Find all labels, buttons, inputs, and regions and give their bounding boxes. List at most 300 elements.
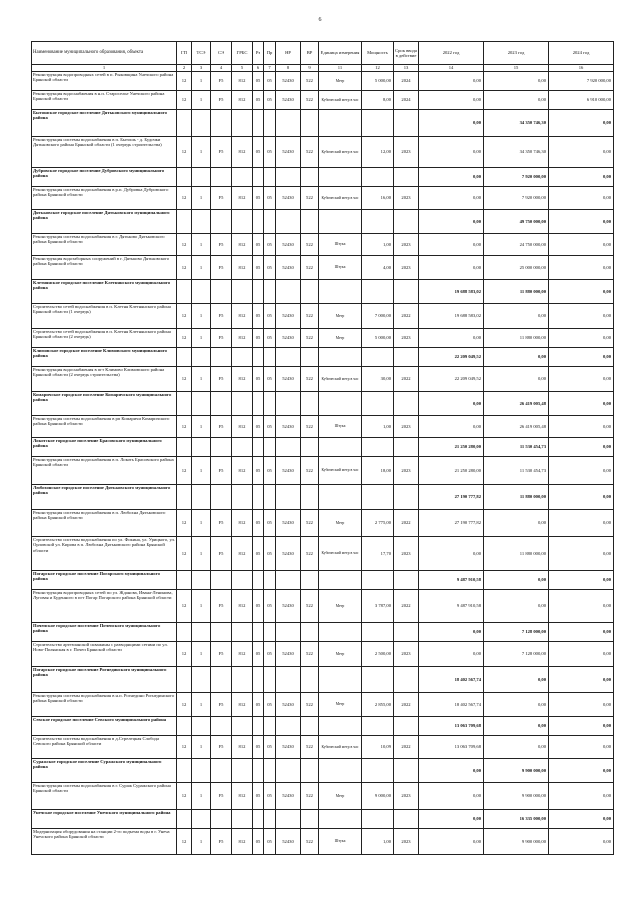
object-name: Строительство системы водоснабжения по ул. Фокина, ул. Урицкого, ул. Орловской ул. Кирова в п. Любохна Дятьковского района Брянской области — [32, 537, 177, 571]
vr-code: 522 — [301, 829, 319, 855]
empty-cell — [253, 571, 264, 590]
amount-2022: 0,00 — [419, 416, 484, 438]
vr-code: 522 — [301, 416, 319, 438]
grbs-code: 812 — [232, 693, 253, 717]
unit-of-measure: Метр — [319, 783, 362, 810]
empty-cell — [319, 280, 362, 304]
capacity-value: 16,00 — [362, 187, 394, 210]
gp-code: 12 — [177, 329, 192, 348]
empty-cell — [362, 667, 394, 693]
empty-cell — [192, 348, 211, 367]
empty-cell — [264, 110, 276, 137]
amount-2024: 0,00 — [549, 457, 614, 485]
grbs-code: 812 — [232, 304, 253, 329]
capacity-value: 4,00 — [362, 256, 394, 280]
vr-code: 522 — [301, 91, 319, 110]
se-code: F5 — [211, 256, 232, 280]
municipality-group-row — [32, 210, 614, 234]
amount-2023: 7 920 000,00 — [484, 187, 549, 210]
unit-of-measure: Кубический метр в час — [319, 187, 362, 210]
amount-2023: 0,00 — [484, 72, 549, 91]
amount-2022: 0,00 — [419, 829, 484, 855]
pr-code: 05 — [264, 590, 276, 623]
group-total-2024: 0,00 — [549, 485, 614, 510]
group-total-2022: 0,00 — [419, 168, 484, 187]
empty-cell — [192, 571, 211, 590]
empty-cell — [232, 348, 253, 367]
pr-code: 05 — [264, 367, 276, 392]
gp-code: 12 — [177, 457, 192, 485]
amount-2023: 9 900 000,00 — [484, 829, 549, 855]
rz-code: 05 — [253, 187, 264, 210]
se-code: F5 — [211, 783, 232, 810]
unit-of-measure: Кубический метр в час — [319, 137, 362, 168]
municipality-name: Погарское городское поселение Погарского муниципального района — [32, 571, 177, 590]
column-number: 1 — [32, 65, 177, 72]
group-total-2024: 0,00 — [549, 110, 614, 137]
empty-cell — [319, 810, 362, 829]
capacity-value: 12,00 — [362, 137, 394, 168]
header-2024: 2024 год — [549, 42, 614, 65]
tse-code: 1 — [192, 693, 211, 717]
commissioning-year: 2023 — [394, 187, 419, 210]
gp-code: 12 — [177, 91, 192, 110]
amount-2022: 0,00 — [419, 137, 484, 168]
grbs-code: 812 — [232, 72, 253, 91]
group-total-2023: 11 530 454,73 — [484, 438, 549, 457]
municipality-name: Клетнянское городское поселение Клетнянского муниципального района — [32, 280, 177, 304]
rz-code: 05 — [253, 736, 264, 759]
table-row — [32, 457, 614, 485]
amount-2023: 26 419 005,48 — [484, 416, 549, 438]
municipality-group-row — [32, 392, 614, 416]
rz-code: 05 — [253, 234, 264, 256]
empty-cell — [192, 392, 211, 416]
grbs-code: 812 — [232, 329, 253, 348]
nr-code: 52430 — [276, 510, 301, 537]
amount-2023: 0,00 — [484, 304, 549, 329]
capacity-value: 2 855,00 — [362, 693, 394, 717]
vr-code: 522 — [301, 72, 319, 91]
empty-cell — [319, 623, 362, 642]
table-row — [32, 783, 614, 810]
pr-code: 05 — [264, 736, 276, 759]
vr-code: 522 — [301, 137, 319, 168]
group-total-2024: 0,00 — [549, 667, 614, 693]
capacity-value: 17,70 — [362, 537, 394, 571]
unit-of-measure: Метр — [319, 304, 362, 329]
amount-2023: 7 128 000,00 — [484, 642, 549, 667]
se-code: F5 — [211, 416, 232, 438]
pr-code: 05 — [264, 537, 276, 571]
unit-of-measure: Метр — [319, 642, 362, 667]
empty-cell — [232, 571, 253, 590]
municipality-name: Почепское городское поселение Почепского муниципального района — [32, 623, 177, 642]
empty-cell — [394, 623, 419, 642]
municipality-name: Любохонское городское поселение Дятьковского муниципального района — [32, 485, 177, 510]
header-gp: ГП — [177, 42, 192, 65]
group-total-2023: 0,00 — [484, 571, 549, 590]
group-total-2023: 11 880 000,00 — [484, 485, 549, 510]
empty-cell — [192, 485, 211, 510]
gp-code: 12 — [177, 510, 192, 537]
nr-code: 52430 — [276, 457, 301, 485]
empty-cell — [264, 759, 276, 783]
vr-code: 522 — [301, 642, 319, 667]
column-number: 15 — [484, 65, 549, 72]
empty-cell — [253, 623, 264, 642]
pr-code: 05 — [264, 72, 276, 91]
amount-2023: 34 350 746,30 — [484, 137, 549, 168]
capacity-value: 3 787,00 — [362, 590, 394, 623]
column-number: 4 — [211, 65, 232, 72]
empty-cell — [394, 571, 419, 590]
empty-cell — [253, 717, 264, 736]
empty-cell — [177, 810, 192, 829]
vr-code: 522 — [301, 783, 319, 810]
gp-code: 12 — [177, 829, 192, 855]
municipality-name: Дубровское городское поселение Дубровского муниципального района — [32, 168, 177, 187]
commissioning-year: 2023 — [394, 256, 419, 280]
empty-cell — [319, 392, 362, 416]
amount-2023: 0,00 — [484, 736, 549, 759]
empty-cell — [177, 210, 192, 234]
amount-2022: 22 209 049,52 — [419, 367, 484, 392]
gp-code: 12 — [177, 416, 192, 438]
gp-code: 12 — [177, 642, 192, 667]
amount-2022: 0,00 — [419, 256, 484, 280]
tse-code: 1 — [192, 416, 211, 438]
group-total-2022: 0,00 — [419, 392, 484, 416]
amount-2024: 0,00 — [549, 537, 614, 571]
empty-cell — [394, 717, 419, 736]
empty-cell — [276, 348, 301, 367]
object-name: Реконструкция системы водоснабжения в п. Локоть Брасовского района Брянской области — [32, 457, 177, 485]
unit-of-measure: Кубический метр в час — [319, 367, 362, 392]
amount-2024: 0,00 — [549, 829, 614, 855]
empty-cell — [211, 210, 232, 234]
empty-cell — [232, 280, 253, 304]
empty-cell — [301, 623, 319, 642]
amount-2024: 0,00 — [549, 234, 614, 256]
column-number: 7 — [264, 65, 276, 72]
group-total-2023: 11 880 000,00 — [484, 280, 549, 304]
grbs-code: 812 — [232, 416, 253, 438]
amount-2024: 7 920 000,00 — [549, 72, 614, 91]
capacity-value: 7 000,00 — [362, 304, 394, 329]
table-row — [32, 642, 614, 667]
amount-2022: 21 250 280,00 — [419, 457, 484, 485]
vr-code: 522 — [301, 537, 319, 571]
municipality-group-row — [32, 571, 614, 590]
table-row — [32, 537, 614, 571]
empty-cell — [177, 348, 192, 367]
empty-cell — [253, 438, 264, 457]
empty-cell — [177, 280, 192, 304]
se-code: F5 — [211, 329, 232, 348]
se-code: F5 — [211, 510, 232, 537]
group-total-2022: 0,00 — [419, 759, 484, 783]
tse-code: 1 — [192, 234, 211, 256]
municipality-group-row — [32, 759, 614, 783]
empty-cell — [177, 485, 192, 510]
commissioning-year: 2023 — [394, 537, 419, 571]
grbs-code: 812 — [232, 256, 253, 280]
table-row — [32, 72, 614, 91]
amount-2023: 0,00 — [484, 367, 549, 392]
group-total-2024: 0,00 — [549, 210, 614, 234]
empty-cell — [253, 667, 264, 693]
group-total-2022: 9 487 910,58 — [419, 571, 484, 590]
group-total-2023: 49 750 000,00 — [484, 210, 549, 234]
empty-cell — [177, 110, 192, 137]
empty-cell — [192, 623, 211, 642]
amount-2023: 0,00 — [484, 693, 549, 717]
grbs-code: 812 — [232, 642, 253, 667]
object-name: Реконструкция водоснабжения в пгт Климово Климовского района Брянской области (2 очередь строительства) — [32, 367, 177, 392]
vr-code: 522 — [301, 329, 319, 348]
nr-code: 52430 — [276, 91, 301, 110]
commissioning-year: 2024 — [394, 91, 419, 110]
empty-cell — [394, 392, 419, 416]
empty-cell — [232, 110, 253, 137]
empty-cell — [232, 210, 253, 234]
empty-cell — [211, 485, 232, 510]
amount-2023: 0,00 — [484, 91, 549, 110]
vr-code: 522 — [301, 256, 319, 280]
capacity-value: 1,00 — [362, 234, 394, 256]
empty-cell — [253, 168, 264, 187]
header-pr: Пр — [264, 42, 276, 65]
group-total-2022: 19 688 583,02 — [419, 280, 484, 304]
tse-code: 1 — [192, 736, 211, 759]
empty-cell — [232, 168, 253, 187]
capacity-value: 2 775,00 — [362, 510, 394, 537]
commissioning-year: 2022 — [394, 304, 419, 329]
empty-cell — [177, 759, 192, 783]
empty-cell — [362, 348, 394, 367]
empty-cell — [177, 168, 192, 187]
tse-code: 1 — [192, 537, 211, 571]
empty-cell — [362, 717, 394, 736]
pr-code: 05 — [264, 256, 276, 280]
grbs-code: 812 — [232, 590, 253, 623]
gp-code: 12 — [177, 187, 192, 210]
object-name: Реконструкция системы водоснабжения в р.п. Дубровка Дубровского района Брянской области — [32, 187, 177, 210]
se-code: F5 — [211, 829, 232, 855]
empty-cell — [211, 348, 232, 367]
empty-cell — [211, 717, 232, 736]
amount-2023: 0,00 — [484, 510, 549, 537]
commissioning-year: 2023 — [394, 329, 419, 348]
empty-cell — [192, 210, 211, 234]
empty-cell — [253, 348, 264, 367]
group-total-2023: 9 900 000,00 — [484, 759, 549, 783]
table-row — [32, 234, 614, 256]
column-number: 11 — [319, 65, 362, 72]
empty-cell — [232, 392, 253, 416]
empty-cell — [394, 168, 419, 187]
group-total-2023: 26 419 005,48 — [484, 392, 549, 416]
pr-code: 05 — [264, 416, 276, 438]
empty-cell — [276, 392, 301, 416]
amount-2024: 0,00 — [549, 367, 614, 392]
municipality-name: Севское городское поселение Севского муниципального района — [32, 717, 177, 736]
gp-code: 12 — [177, 537, 192, 571]
table-row — [32, 256, 614, 280]
commissioning-year: 2023 — [394, 234, 419, 256]
table-row — [32, 137, 614, 168]
commissioning-year: 2024 — [394, 72, 419, 91]
rz-code: 05 — [253, 783, 264, 810]
empty-cell — [264, 810, 276, 829]
header-tse: ТСЭ — [192, 42, 211, 65]
unit-of-measure: Штука — [319, 416, 362, 438]
amount-2023: 11 880 000,00 — [484, 329, 549, 348]
group-total-2024: 0,00 — [549, 810, 614, 829]
nr-code: 52430 — [276, 783, 301, 810]
tse-code: 1 — [192, 510, 211, 537]
amount-2024: 0,00 — [549, 693, 614, 717]
empty-cell — [276, 759, 301, 783]
table-row — [32, 693, 614, 717]
amount-2022: 0,00 — [419, 91, 484, 110]
amount-2023: 11 530 454,73 — [484, 457, 549, 485]
nr-code: 52430 — [276, 329, 301, 348]
amount-2022: 0,00 — [419, 187, 484, 210]
se-code: F5 — [211, 590, 232, 623]
empty-cell — [319, 168, 362, 187]
empty-cell — [301, 571, 319, 590]
grbs-code: 812 — [232, 829, 253, 855]
tse-code: 1 — [192, 91, 211, 110]
object-name: Реконструкция системы водоснабжения в рп Комаричи Комаричского района Брянской области — [32, 416, 177, 438]
empty-cell — [192, 717, 211, 736]
object-name: Строительство системы водоснабжения в д.Стрелецкая Слобода Севского района Брянской области — [32, 736, 177, 759]
column-number: 8 — [276, 65, 301, 72]
amount-2024: 0,00 — [549, 256, 614, 280]
empty-cell — [319, 485, 362, 510]
group-total-2024: 0,00 — [549, 571, 614, 590]
empty-cell — [362, 438, 394, 457]
unit-of-measure: Кубический метр в час — [319, 91, 362, 110]
pr-code: 05 — [264, 829, 276, 855]
group-total-2022: 21 250 280,00 — [419, 438, 484, 457]
grbs-code: 812 — [232, 783, 253, 810]
municipality-group-row — [32, 810, 614, 829]
group-total-2023: 34 350 746,30 — [484, 110, 549, 137]
empty-cell — [211, 168, 232, 187]
se-code: F5 — [211, 736, 232, 759]
commissioning-year: 2023 — [394, 829, 419, 855]
municipality-name: Погарское городское поселение Рогнединского муниципального района — [32, 667, 177, 693]
empty-cell — [211, 392, 232, 416]
unit-of-measure: Штука — [319, 256, 362, 280]
tse-code: 1 — [192, 256, 211, 280]
commissioning-year: 2022 — [394, 736, 419, 759]
se-code: F5 — [211, 234, 232, 256]
nr-code: 52430 — [276, 416, 301, 438]
rz-code: 05 — [253, 91, 264, 110]
empty-cell — [232, 810, 253, 829]
municipality-group-row — [32, 667, 614, 693]
commissioning-year: 2023 — [394, 137, 419, 168]
municipality-group-row — [32, 717, 614, 736]
empty-cell — [264, 485, 276, 510]
rz-code: 05 — [253, 642, 264, 667]
vr-code: 522 — [301, 304, 319, 329]
nr-code: 52430 — [276, 137, 301, 168]
header-nr: НР — [276, 42, 301, 65]
se-code: F5 — [211, 91, 232, 110]
empty-cell — [362, 110, 394, 137]
empty-cell — [211, 280, 232, 304]
empty-cell — [177, 571, 192, 590]
nr-code: 52430 — [276, 72, 301, 91]
rz-code: 05 — [253, 829, 264, 855]
amount-2024: 0,00 — [549, 137, 614, 168]
group-total-2024: 0,00 — [549, 280, 614, 304]
empty-cell — [232, 717, 253, 736]
empty-cell — [192, 280, 211, 304]
pr-code: 05 — [264, 91, 276, 110]
amount-2024: 0,00 — [549, 510, 614, 537]
pr-code: 05 — [264, 510, 276, 537]
empty-cell — [192, 168, 211, 187]
amount-2023: 24 750 000,00 — [484, 234, 549, 256]
municipality-name: Суражское городское поселение Суражского муниципального района — [32, 759, 177, 783]
amount-2023: 9 900 000,00 — [484, 783, 549, 810]
empty-cell — [253, 392, 264, 416]
header-se: СЭ — [211, 42, 232, 65]
column-number: 5 — [232, 65, 253, 72]
empty-cell — [394, 759, 419, 783]
tse-code: 1 — [192, 590, 211, 623]
rz-code: 05 — [253, 137, 264, 168]
group-total-2022: 22 209 049,52 — [419, 348, 484, 367]
empty-cell — [264, 571, 276, 590]
column-number: 12 — [362, 65, 394, 72]
tse-code: 1 — [192, 187, 211, 210]
empty-cell — [394, 280, 419, 304]
rz-code: 05 — [253, 367, 264, 392]
commissioning-year: 2022 — [394, 590, 419, 623]
header-2022: 2022 год — [419, 42, 484, 65]
gp-code: 12 — [177, 367, 192, 392]
empty-cell — [253, 485, 264, 510]
commissioning-year: 2022 — [394, 510, 419, 537]
capacity-value: 30,00 — [362, 367, 394, 392]
group-total-2023: 16 335 000,00 — [484, 810, 549, 829]
object-name: Реконструкция системы водоснабжения в п. Бытошь - д. Будочки Дятьковского района Брянской области (1 очередь строительства) — [32, 137, 177, 168]
empty-cell — [232, 623, 253, 642]
empty-cell — [301, 392, 319, 416]
nr-code: 52430 — [276, 367, 301, 392]
group-total-2023: 7 128 000,00 — [484, 623, 549, 642]
grbs-code: 812 — [232, 91, 253, 110]
capacity-value: 10,09 — [362, 736, 394, 759]
amount-2024: 0,00 — [549, 736, 614, 759]
object-name: Реконструкция водоснабжения в н.п. Староселье Унечского района Брянской области — [32, 91, 177, 110]
empty-cell — [211, 110, 232, 137]
object-name: Строительство сетей водоснабжения в п. Клетня Клетнянского района Брянской области (2 очередь) — [32, 329, 177, 348]
grbs-code: 812 — [232, 736, 253, 759]
table-row — [32, 304, 614, 329]
group-total-2023: 7 920 000,00 — [484, 168, 549, 187]
group-total-2022: 13 063 709,68 — [419, 717, 484, 736]
object-name: Строительство артезианской скважины с разводящими сетями по ул. Ново-Полянская в г. Почеп Брянской области — [32, 642, 177, 667]
vr-code: 522 — [301, 187, 319, 210]
